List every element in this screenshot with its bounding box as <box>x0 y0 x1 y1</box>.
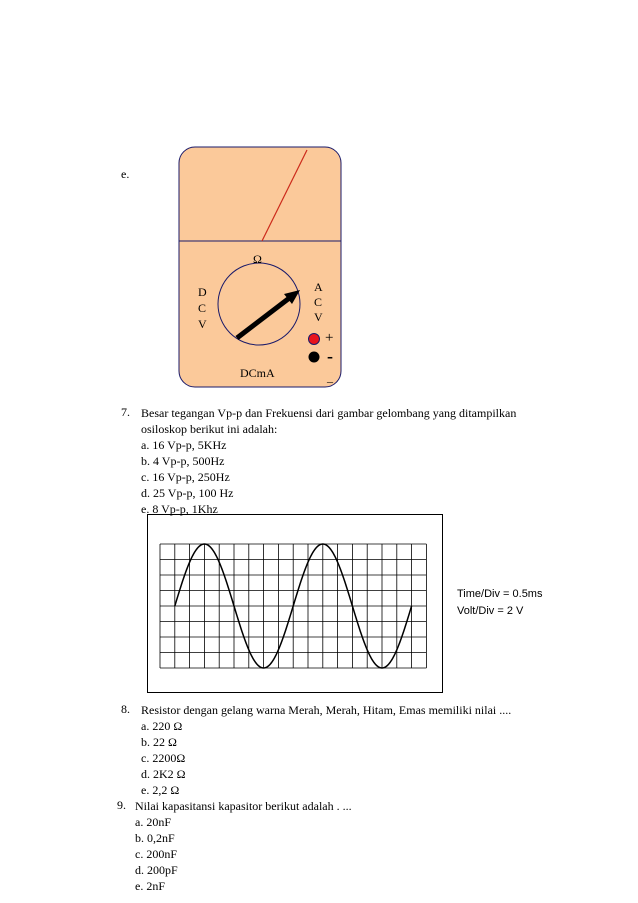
plus-label: + <box>325 330 334 346</box>
q7-option-c[interactable]: c. 16 Vp-p, 250Hz <box>141 470 230 484</box>
ohm-label: Ω <box>253 252 262 266</box>
option-e-label: e. <box>121 167 130 181</box>
multimeter-svg <box>178 146 343 389</box>
acv-label-c: C <box>314 295 323 309</box>
minus-terminal <box>309 352 320 363</box>
q9-option-b[interactable]: b. 0,2nF <box>135 831 175 845</box>
volt-per-div: Volt/Div = 2 V <box>457 605 524 617</box>
q9-text: Nilai kapasitansi kapasitor berikut adalah . ... <box>135 799 352 813</box>
q9-option-d[interactable]: d. 200pF <box>135 863 178 877</box>
q7-number: 7. <box>121 405 130 419</box>
q8-text: Resistor dengan gelang warna Merah, Merah, Hitam, Emas memiliki nilai .... <box>141 703 512 717</box>
q9-option-e[interactable]: e. 2nF <box>135 879 165 893</box>
q8-option-d[interactable]: d. 2K2 Ω <box>141 767 186 781</box>
time-per-div: Time/Div = 0.5ms <box>457 588 543 600</box>
acv-label-v: V <box>314 310 323 324</box>
q9-option-a[interactable]: a. 20nF <box>135 815 171 829</box>
dcv-label-d: D <box>198 285 207 299</box>
q8-option-a[interactable]: a. 220 Ω <box>141 719 183 733</box>
oscilloscope-screen <box>148 515 442 692</box>
q8-option-b[interactable]: b. 22 Ω <box>141 735 177 749</box>
bottom-mark: _ <box>327 370 333 384</box>
dcv-label-c: C <box>198 301 207 315</box>
dcma-label: DCmA <box>240 366 275 380</box>
selector-dial <box>218 263 300 345</box>
q8-number: 8. <box>121 702 130 716</box>
q7-text-line2: osiloskop berikut ini adalah: <box>141 422 278 436</box>
q7-option-a[interactable]: a. 16 Vp-p, 5KHz <box>141 438 227 452</box>
minus-label: - <box>327 346 333 366</box>
multimeter-figure <box>178 146 343 389</box>
plus-terminal <box>309 334 320 345</box>
oscilloscope-figure <box>147 514 443 693</box>
q7-option-d[interactable]: d. 25 Vp-p, 100 Hz <box>141 486 234 500</box>
q7-option-e[interactable]: e. 8 Vp-p, 1Khz <box>141 502 218 516</box>
q7-text-line1: Besar tegangan Vp-p dan Frekuensi dari gambar gelombang yang ditampilkan <box>141 406 517 420</box>
dcv-label-v: V <box>198 317 207 331</box>
q8-option-e[interactable]: e. 2,2 Ω <box>141 783 180 797</box>
q7-option-b[interactable]: b. 4 Vp-p, 500Hz <box>141 454 225 468</box>
q9-number: 9. <box>117 798 126 812</box>
q8-option-c[interactable]: c. 2200Ω <box>141 751 186 765</box>
acv-label-a: A <box>314 280 323 294</box>
q9-option-c[interactable]: c. 200nF <box>135 847 177 861</box>
